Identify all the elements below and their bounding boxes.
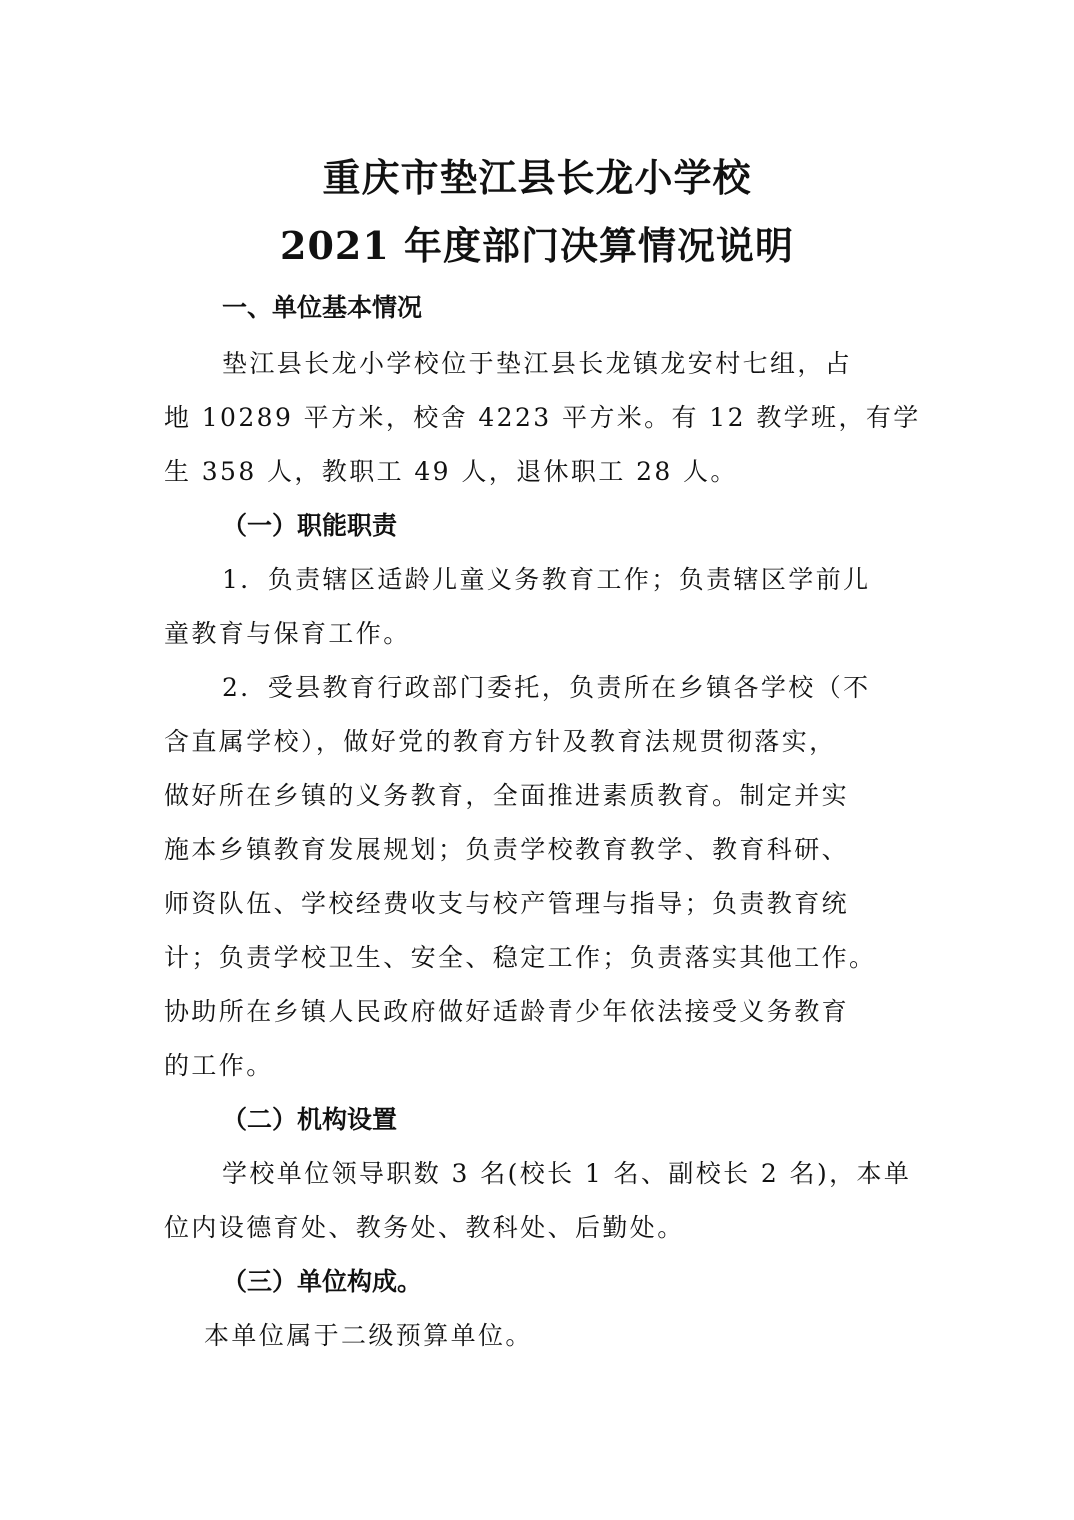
paragraph-line: 1．负责辖区适龄儿童义务教育工作；负责辖区学前儿	[222, 565, 871, 594]
paragraph-line: 做好所在乡镇的义务教育，全面推进素质教育。制定并实	[164, 781, 850, 810]
subsection-heading-organization: （二）机构设置	[222, 1105, 398, 1134]
paragraph-line: 童教育与保育工作。	[164, 619, 411, 648]
paragraph-line: 本单位属于二级预算单位。	[204, 1321, 533, 1350]
paragraph-line: 2．受县教育行政部门委托，负责所在乡镇各学校（不	[222, 673, 871, 702]
paragraph-line: 师资队伍、学校经费收支与校产管理与指导；负责教育统	[164, 889, 850, 918]
paragraph-line: 计；负责学校卫生、安全、稳定工作；负责落实其他工作。	[164, 943, 877, 972]
paragraph-line: 含直属学校），做好党的教育方针及教育法规贯彻落实，	[164, 727, 837, 756]
paragraph-line: 施本乡镇教育发展规划；负责学校教育教学、教育科研、	[164, 835, 850, 864]
paragraph-line: 协助所在乡镇人民政府做好适龄青少年依法接受义务教育	[164, 997, 850, 1026]
paragraph-line: 垫江县长龙小学校位于垫江县长龙镇龙安村七组，占	[222, 349, 853, 378]
section-heading-basic-info: 一、单位基本情况	[222, 293, 423, 322]
paragraph-line: 位内设德育处、教务处、教科处、后勤处。	[164, 1213, 685, 1242]
subsection-heading-duties: （一）职能职责	[222, 511, 398, 540]
paragraph-line: 学校单位领导职数 3 名(校长 1 名、副校长 2 名)，本单	[222, 1159, 912, 1188]
paragraph-line: 生 358 人，教职工 49 人，退休职工 28 人。	[164, 457, 738, 486]
paragraph-line: 的工作。	[164, 1051, 274, 1080]
paragraph-line: 地 10289 平方米，校舍 4223 平方米。有 12 教学班，有学	[164, 403, 921, 432]
subsection-heading-composition: （三）单位构成。	[222, 1267, 423, 1296]
title-line-2: 2021 年度部门决算情况说明	[280, 223, 794, 268]
title-line-1: 重庆市垫江县长龙小学校	[322, 155, 752, 200]
